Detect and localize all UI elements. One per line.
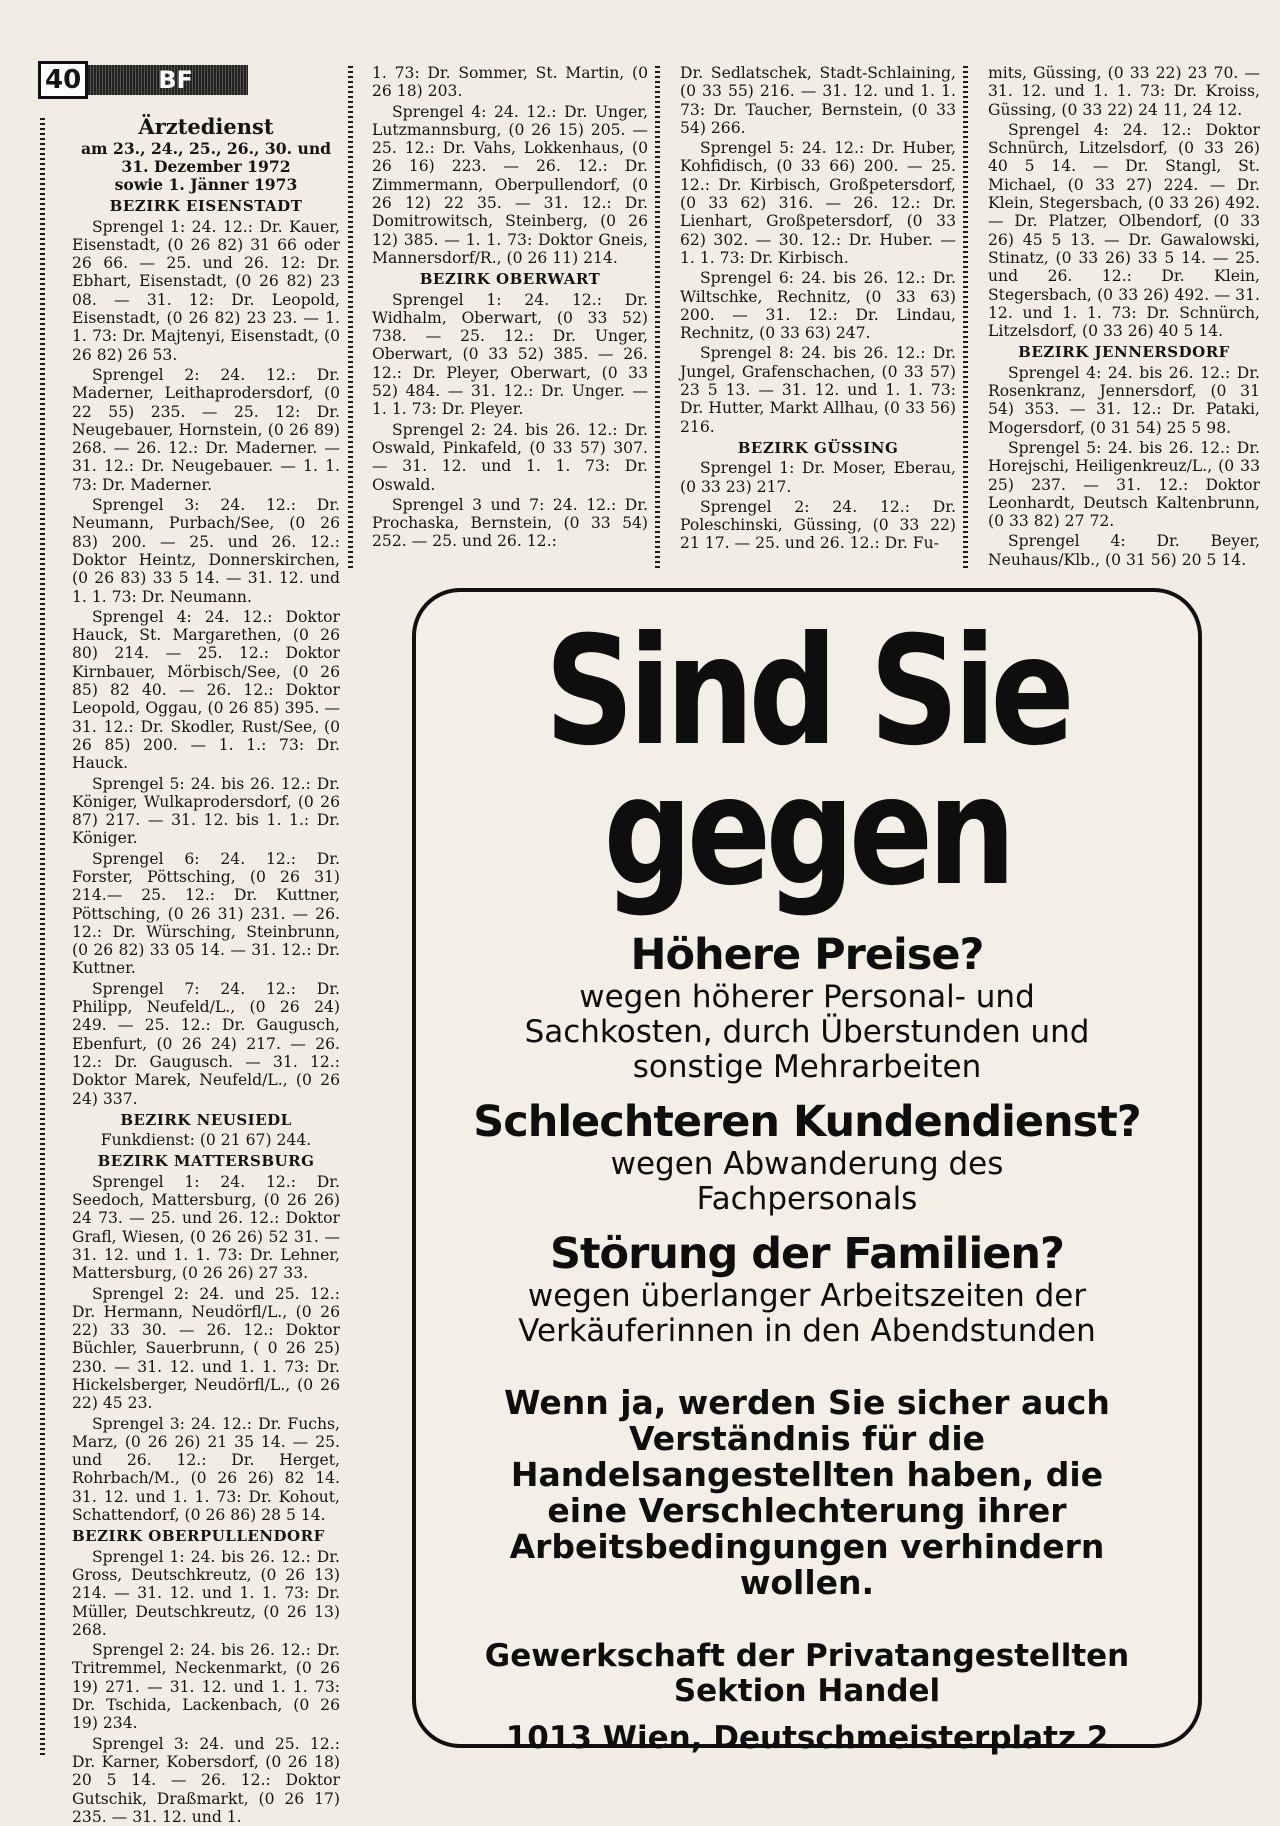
listing-paragraph: Sprengel 4: 24. 12.: Doktor Hauck, St. Margarethen, (0 26 80) 214. — 25. 12.: Doktor Kirnbauer, Mörbisch/See, (0 26 85) 82 40. — 26. 12.: Doktor Leopold, Oggau, (0 26 85) 395. — 31. 12.: Dr. Skodler, Rust/See, (0 26 85) 200. — 1. 1.: 73: Dr. Hauck. (72, 607, 340, 773)
ad-question: Höhere Preise? (630, 930, 984, 980)
ad-reason: Verkäuferinnen in den Abendstunden (518, 1313, 1096, 1349)
ad-question: Schlechteren Kundendienst? (473, 1097, 1141, 1147)
ad-signature: Gewerkschaft der Privatangestellten Sektion Handel (484, 1638, 1130, 1709)
article-title: Ärztedienst (138, 114, 274, 139)
ad-question: Störung der Familien? (550, 1229, 1064, 1279)
ad-reason: sonstige Mehrarbeiten (632, 1049, 982, 1085)
listing-paragraph: Sprengel 2: 24. und 25. 12.: Dr. Hermann, Neudörfl/L., (0 26 22) 33 30. — 26. 12.: Doktor Büchler, Sauerbrunn, ( 0 26 25) 230. — 31. 12. und 1. 1. 73: Dr. Hickelsberger, Neudörfl/L., (0 26 22) 45 23. (72, 1284, 340, 1413)
listing-paragraph: Sprengel 8: 24. bis 26. 12.: Dr. Jungel, Grafenschachen, (0 33 57) 23 5 13. — 31. 12. und 1. 1. 73: Dr. Hutter, Markt Allhau, (0 33 56) 216. (680, 344, 956, 436)
listing-paragraph: Funkdienst: (0 21 67) 244. (100, 1131, 312, 1150)
union-advertisement (412, 588, 1202, 1756)
listing-paragraph: Sprengel 1: Dr. Moser, Eberau, (0 33 23) 217. (680, 459, 956, 496)
ad-reason: wegen Abwanderung des (610, 1146, 1004, 1182)
page-folio (38, 61, 248, 99)
listing-paragraph: Sprengel 7: 24. 12.: Dr. Philipp, Neufeld/L., (0 26 24) 249. — 25. 12.: Dr. Gaugusch, Ebenfurt, (0 26 24) 217. — 26. 12.: Dr. Gaugusch. — 31. 12.: Doktor Marek, Neufeld/L., (0 26 24) 337. (72, 979, 340, 1108)
listing-paragraph: mits, Güssing, (0 33 22) 23 70. — 31. 12. und 1. 1. 73: Dr. Kroiss, Güssing, (0 33 22) 24 11, 24 12. (988, 64, 1260, 119)
listing-paragraph: Dr. Sedlatschek, Stadt-Schlaining, (0 33 55) 216. — 31. 12. und 1. 1. 73: Dr. Taucher, Bernstein, (0 33 54) 266. (680, 64, 956, 137)
listing-paragraph: Sprengel 6: 24. bis 26. 12.: Dr. Wiltschke, Rechnitz, (0 33 63) 200. — 31. 12.: Dr. Lindau, Rechnitz, (0 33 63) 247. (680, 269, 956, 343)
ad-reason: wegen höherer Personal- und (579, 979, 1035, 1015)
listing-paragraph: Sprengel 4: 24. bis 26. 12.: Dr. Rosenkranz, Jennersdorf, (0 31 54) 353. — 31. 12.: Dr. Pataki, Mogersdorf, (0 31 54) 25 5 98. (988, 363, 1260, 437)
page-number: 40 (38, 61, 88, 99)
listing-paragraph: Sprengel 4: 24. 12.: Dr. Unger, Lutzmannsburg, (0 26 15) 205. — 25. 12.: Dr. Vahs, Lokkenhaus, (0 26 16) 223. — 26. 12.: Dr. Zimmermann, Oberpullendorf, (0 26 12) 22 35. — 31. 12.: Dr. Domitrowitsch, Steinberg, (0 26 12) 385. — 1. 1. 73: Doktor Gneis, Mannersdorf/R., (0 26 11) 214. (372, 102, 648, 267)
listing-paragraph: Sprengel 5: 24. 12.: Dr. Huber, Kohfidisch, (0 33 66) 200. — 25. 12.: Dr. Kirbisch, Großpetersdorf, (0 33 62) 316. — 26. 12.: Dr. Lienhart, Großpetersdorf, (0 33 62) 302. — 30. 12.: Dr. Huber. — 1. 1. 73: Dr. Kirbisch. (680, 139, 956, 267)
listing-paragraph: Sprengel 4: Dr. Beyer, Neuhaus/Klb., (0 31 56) 20 5 14. (988, 532, 1260, 569)
listing-paragraph: Sprengel 3: 24. 12.: Dr. Neumann, Purbach/See, (0 26 83) 200. — 25. und 26. 12.: Doktor Heintz, Donnerskirchen, (0 26 83) 33 5 14. — 31. 12. und 1. 1. 73: Dr. Neumann. (72, 496, 340, 606)
listing-paragraph: Sprengel 6: 24. 12.: Dr. Forster, Pöttsching, (0 26 31) 214.— 25. 12.: Dr. Kuttner, Pöttsching, (0 26 31) 231. — 26. 12.: Dr. Würsching, Steinbrunn, (0 26 82) 33 05 14. — 31. 12.: Dr. Kuttner. (72, 849, 340, 978)
column-2 (372, 64, 648, 574)
listing-paragraph: Sprengel 2: 24. bis 26. 12.: Dr. Oswald, Pinkafeld, (0 33 57) 307. — 31. 12. und 1. 1. 73: Dr. Oswald. (372, 420, 648, 494)
column-rule (40, 118, 45, 1758)
listing-paragraph: Sprengel 1: 24. 12.: Dr. Widhalm, Oberwart, (0 33 52) 738. — 25. 12.: Dr. Unger, Oberwart, (0 33 52) 385. — 26. 12.: Dr. Pleyer, Oberwart, (0 33 52) 484. — 31. 12.: Dr. Unger. — 1. 1. 73: Dr. Pleyer. (372, 290, 648, 419)
column-rule (348, 66, 353, 570)
listing-paragraph: Sprengel 3: 24. und 25. 12.: Dr. Karner, Kobersdorf, (0 26 18) 20 5 14. — 26. 12.: Doktor Gutschik, Draßmarkt, (0 26 17) 235. — 31. 12. und 1. (72, 1734, 340, 1826)
ad-reason: wegen überlanger Arbeitszeiten der (527, 1278, 1087, 1314)
ad-headline: Sind Sie gegen (544, 605, 1070, 919)
district-heading: BEZIRK JENNERSDORF (1018, 343, 1230, 362)
listing-paragraph: Sprengel 3: 24. 12.: Dr. Fuchs, Marz, (0 26 26) 21 35 14. — 25. und 26. 12.: Dr. Herget, Rohrbach/M., (0 26 26) 82 14. 31. 12. und 1. 1. 73: Dr. Kohout, Schattendorf, (0 26 86) 28 5 14. (72, 1414, 340, 1525)
ad-closing: Wenn ja, werden Sie sicher auch Verständnis für die Handelsangestellten haben, die eine Verschlechterung ihrer Arbeitsbedingungen verhindern wollen. (504, 1383, 1110, 1602)
district-heading: BEZIRK OBERWART (419, 270, 601, 289)
listing-paragraph: Sprengel 1: 24. 12.: Dr. Seedoch, Mattersburg, (0 26 26) 24 73. — 25. und 26. 12.: Doktor Grafl, Wiesen, (0 26 26) 52 31. — 31. 12. und 1. 1. 73: Dr. Lehner, Mattersburg, (0 26 26) 27 33. (72, 1172, 340, 1283)
listing-paragraph: Sprengel 2: 24. 12.: Dr. Maderner, Leithaprodersdorf, (0 22 55) 235. — 25. 12: Dr. Neugebauer, Hornstein, (0 26 89) 268. — 26. 12.: Dr. Maderner. — 31. 12.: Dr. Neugebauer. — 1. 1. 73: Dr. Maderner. (72, 365, 340, 494)
district-heading: BEZIRK EISENSTADT (109, 197, 303, 216)
column-rule (963, 66, 968, 570)
column-rule (655, 66, 660, 570)
listing-paragraph: Sprengel 1: 24. 12.: Dr. Kauer, Eisenstadt, (0 26 82) 31 66 oder 26 66. — 25. und 26. 12: Dr. Ebhart, Eisenstadt, (0 26 82) 23 08. — 31. 12: Dr. Leopold, Eisenstadt, (0 26 82) 23 23. — 1. 1. 73: Dr. Majtenyi, Eisenstadt, (0 26 82) 26 53. (72, 217, 340, 364)
listing-paragraph: Sprengel 3 und 7: 24. 12.: Dr. Prochaska, Bernstein, (0 33 54) 252. — 25. und 26. 12.: (372, 495, 648, 551)
article-dates: am 23., 24., 25., 26., 30. und 31. Dezember 1972 sowie 1. Jänner 1973 (80, 139, 332, 195)
district-heading: BEZIRK MATTERSBURG (97, 1152, 315, 1171)
district-heading: BEZIRK OBERPULLENDORF (72, 1527, 325, 1546)
ad-reason: Fachpersonals (696, 1181, 918, 1217)
column-4 (988, 64, 1260, 574)
listing-paragraph: Sprengel 2: 24. 12.: Dr. Poleschinski, Güssing, (0 33 22) 21 17. — 25. und 26. 12.: Dr. Fu- (680, 497, 956, 553)
district-heading: BEZIRK GÜSSING (737, 438, 899, 457)
listing-paragraph: Sprengel 2: 24. bis 26. 12.: Dr. Tritremmel, Neckenmarkt, (0 26 19) 271. — 31. 12. und 1. 1. 73: Dr. Tschida, Lackenbach, (0 26 19) 234. (72, 1641, 340, 1733)
listing-paragraph: 1. 73: Dr. Sommer, St. Martin, (0 26 18) 203. (372, 64, 648, 101)
listing-paragraph: Sprengel 5: 24. bis 26. 12.: Dr. Horejschi, Heiligenkreuz/L., (0 33 25) 237. — 31. 12.: Doktor Leonhardt, Deutsch Kaltenbrunn, (0 33 82) 27 72. (988, 438, 1260, 531)
listing-paragraph: Sprengel 1: 24. bis 26. 12.: Dr. Gross, Deutschkreutz, (0 26 13) 214. — 31. 12. und 1. 1. 73: Dr. Müller, Deutschkreutz, (0 26 13) 268. (72, 1547, 340, 1639)
column-1 (72, 114, 340, 1826)
ad-reason: Sachkosten, durch Überstunden und (524, 1014, 1090, 1050)
listing-paragraph: Sprengel 4: 24. 12.: Doktor Schnürch, Litzelsdorf, (0 33 26) 40 5 14. — Dr. Stangl, St. Michael, (0 33 27) 224. — Dr. Klein, Stegersbach, (0 33 26) 492. — Dr. Platzer, Olbendorf, (0 33 26) 45 5 13. — Dr. Gawalowski, Stinatz, (0 33 26) 33 5 14. — 25. und 26. 12.: Dr. Klein, Stegersbach, (0 33 26) 492. — 31. 12. und 1. 1. 73: Dr. Schnürch, Litzelsdorf, (0 33 26) 40 5 14. (988, 120, 1260, 341)
ad-address: 1013 Wien, Deutschmeisterplatz 2 (505, 1720, 1109, 1756)
listing-paragraph: Sprengel 5: 24. bis 26. 12.: Dr. Königer, Wulkaprodersdorf, (0 26 87) 217. — 31. 12. bis 1. 1.: Dr. Königer. (72, 774, 340, 848)
district-heading: BEZIRK NEUSIEDL (120, 1110, 292, 1129)
section-label: BF (88, 65, 248, 95)
column-3 (680, 64, 956, 574)
